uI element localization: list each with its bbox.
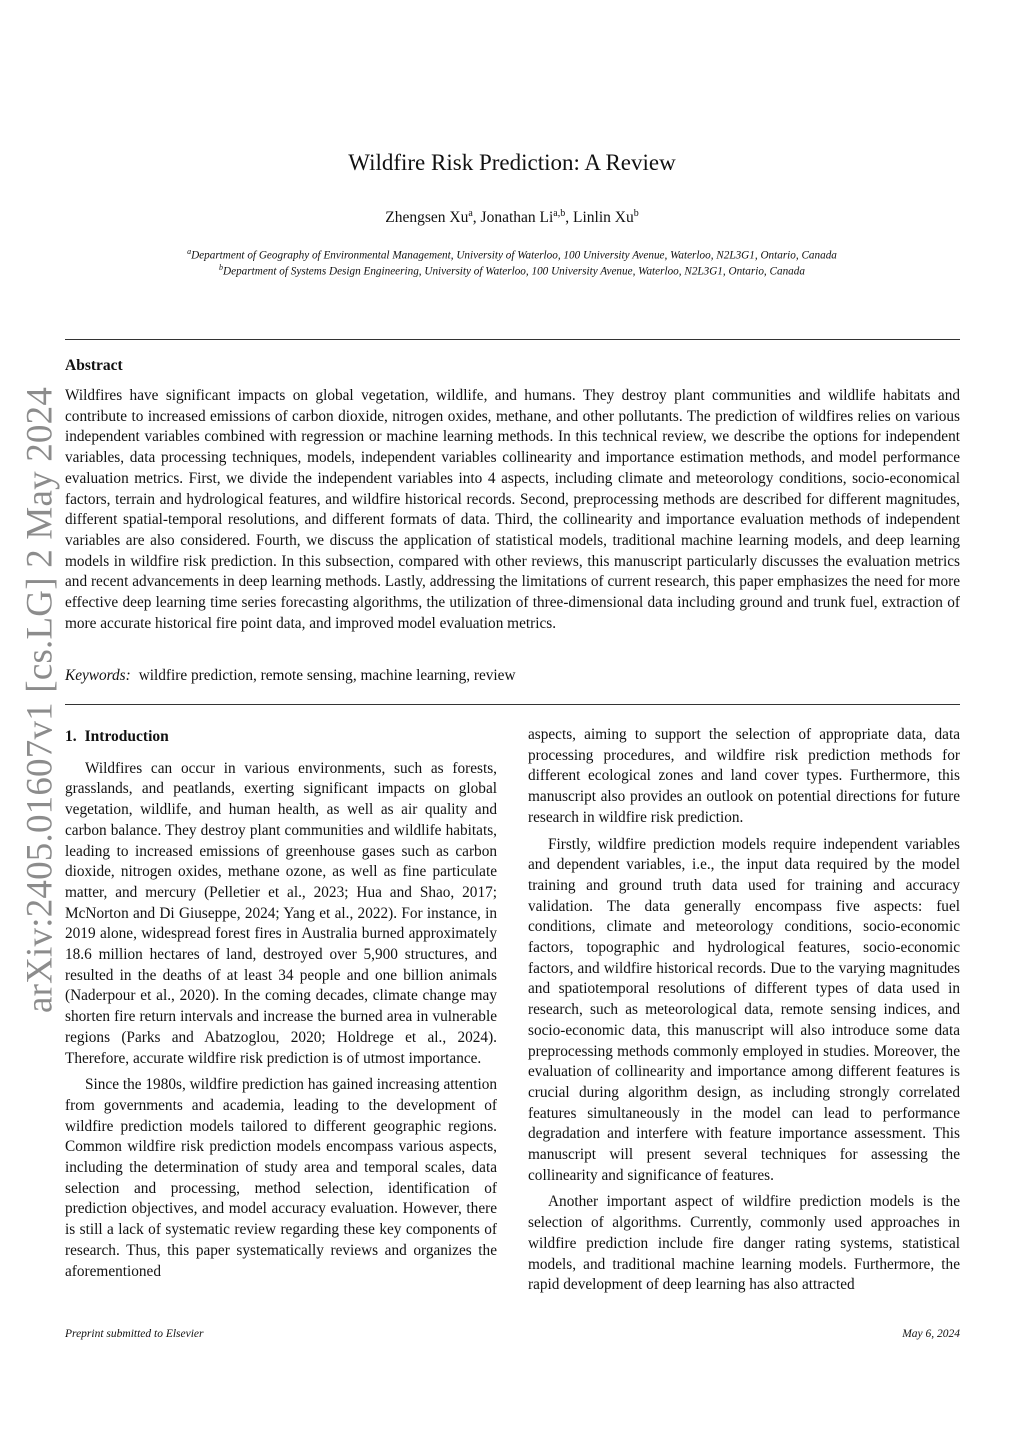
section-number: 1. [65,728,77,745]
author-affiliation-mark: a [468,208,473,219]
right-column [528,725,960,1302]
footer-preprint-note: Preprint submitted to Elsevier [65,1328,204,1340]
keywords-label: Keywords: [65,667,131,684]
section-title: Introduction [84,728,169,745]
keywords-line [65,667,516,685]
affiliation-a [0,247,1024,262]
affiliation-mark: b [219,263,224,272]
author-affiliation-mark: a,b [553,208,566,219]
body-paragraph: Firstly, wildfire prediction models require independent variables and dependent variables, i.e., the input data required by the model training and ground truth data used for training and accuracy validation. The data generally encompass five aspects: fuel conditions, climate and meteorology conditions, socio-economic factors, topographic and hydrological features, socio-economic factors, and wildfire historical records. Due to the varying magnitudes and spatiotemporal resolutions of different types of data used in research, such as meteorological data, remote sensing indices, and socio-economic data, this manuscript will also introduce some data preprocessing methods commonly employed in studies. Moreover, the evaluation of collinearity and importance among different features is crucial during algorithm design, as including strongly correlated features simultaneously in the model can lead to performance degradation and interfere with feature importance assessment. This manuscript will present several techniques for assessing the collinearity and significance of features. [528,835,960,1184]
affiliation-text: Department of Systems Design Engineering, University of Waterloo, 100 University Avenue, Waterloo, N2L3G1, Ontario, Canada [223,265,805,278]
keywords-text: wildfire prediction, remote sensing, machine learning, review [138,667,516,684]
affiliation-mark: a [187,247,192,256]
left-column [65,727,497,1288]
footer-date: May 6, 2024 [902,1328,960,1340]
paper-title: Wildfire Risk Prediction: A Review [348,150,676,175]
abstract-top-rule [65,339,960,340]
body-paragraph: Wildfires can occur in various environments, such as forests, grasslands, and peatlands, exerting significant impacts on global vegetation, wildlife, and human health, as well as air quality and carbon balance. They destroy plant communities and wildlife habitats, leading to increased emissions of greenhouse gases such as carbon dioxide, nitrogen oxides, methane ozone, as well as fine particulate matter, and mercury (Pelletier et al., 2023; Hua and Shao, 2017; McNorton and Di Giuseppe, 2024; Yang et al., 2022). For instance, in 2019 alone, widespread forest fires in Australia burned approximately 18.6 million hectares of land, destroyed over 5,900 structures, and resulted in the deaths of at least 34 people and one billion animals (Naderpour et al., 2020). In the coming decades, climate change may shorten fire return intervals and increase the burned area in vulnerable regions (Parks and Abatzoglou, 2020; Holdrege et al., 2024). Therefore, accurate wildfire risk prediction is of utmost importance. [65,759,497,1067]
affiliation-text: Department of Geography of Environmental Management, University of Waterloo, 100 University Avenue, Waterloo, N2L3G1, Ontario, Canada [191,249,837,262]
author-affiliation-mark: b [633,208,639,219]
body-paragraph-continued: aspects, aiming to support the selection of appropriate data, data processing procedures, and wildfire risk prediction methods for different ecological zones and land cover types. Furthermore, this manuscript also provides an outlook on potential directions for future research in wildfire risk prediction. [528,726,960,826]
abstract-bottom-rule [65,704,960,705]
author-name: Linlin Xu [573,209,634,227]
body-paragraph: Another important aspect of wildfire prediction models is the selection of algorithms. Currently, commonly used approaches in wildfire prediction include fire danger rating systems, statistical models, and traditional machine learning models. Furthermore, the rapid development of deep learning has also attracted [528,1193,960,1294]
arxiv-identifier-stamp[interactable]: arXiv:2405.01607v1 [cs.LG] 2 May 2024 [19,386,61,1014]
abstract-body: Wildfires have significant impacts on global vegetation, wildlife, and humans. They destroy plant communities and wildlife habitats and contribute to increased emissions of carbon dioxide, nitrogen oxides, methane, and other pollutants. The prediction of wildfires relies on various independent variables combined with regression or machine learning methods. In this technical review, we describe the options for independent variables, data processing techniques, models, independent variables collinearity and importance estimation methods, and model performance evaluation metrics. First, we divide the independent variables into 4 aspects, including climate and meteorology conditions, socio-economical factors, terrain and hydrological features, and wildfire historical records. Second, preprocessing methods are described for different magnitudes, different spatial-temporal resolutions, and different formats of data. Third, the collinearity and importance evaluation methods of independent variables are also considered. Fourth, we discuss the application of statistical models, traditional machine learning models, and deep learning models in wildfire risk prediction. In this subsection, compared with other reviews, this manuscript particularly discusses the evaluation metrics and recent advancements in deep learning methods. Lastly, addressing the limitations of current research, this paper emphasizes the need for more effective deep learning time series forecasting algorithms, the utilization of three-dimensional data including ground and trunk fuel, extraction of more accurate historical fire point data, and improved model evaluation metrics. [65,387,960,632]
body-paragraph: Since the 1980s, wildfire prediction has gained increasing attention from governments and academia, leading to the development of wildfire prediction models tailored to different geographic regions. Common wildfire risk prediction models encompass various aspects, including the determination of study area and temporal scales, data selection and processing, method selection, identification of prediction objectives, and model accuracy evaluation. However, there is still a lack of systematic review regarding these key components of research. Thus, this paper systematically reviews and organizes the aforementioned [65,1076,497,1280]
affiliation-b [0,263,1024,278]
author-name: Jonathan Li [480,209,554,227]
author-name: Zhengsen Xu [385,209,469,227]
author-list: Zhengsen Xu$^a$, Jonathan Li$^{a,b}$, Linlin Xu$^b$ [385,208,639,227]
abstract-heading: Abstract [65,357,123,374]
section-heading-introduction [65,727,497,748]
